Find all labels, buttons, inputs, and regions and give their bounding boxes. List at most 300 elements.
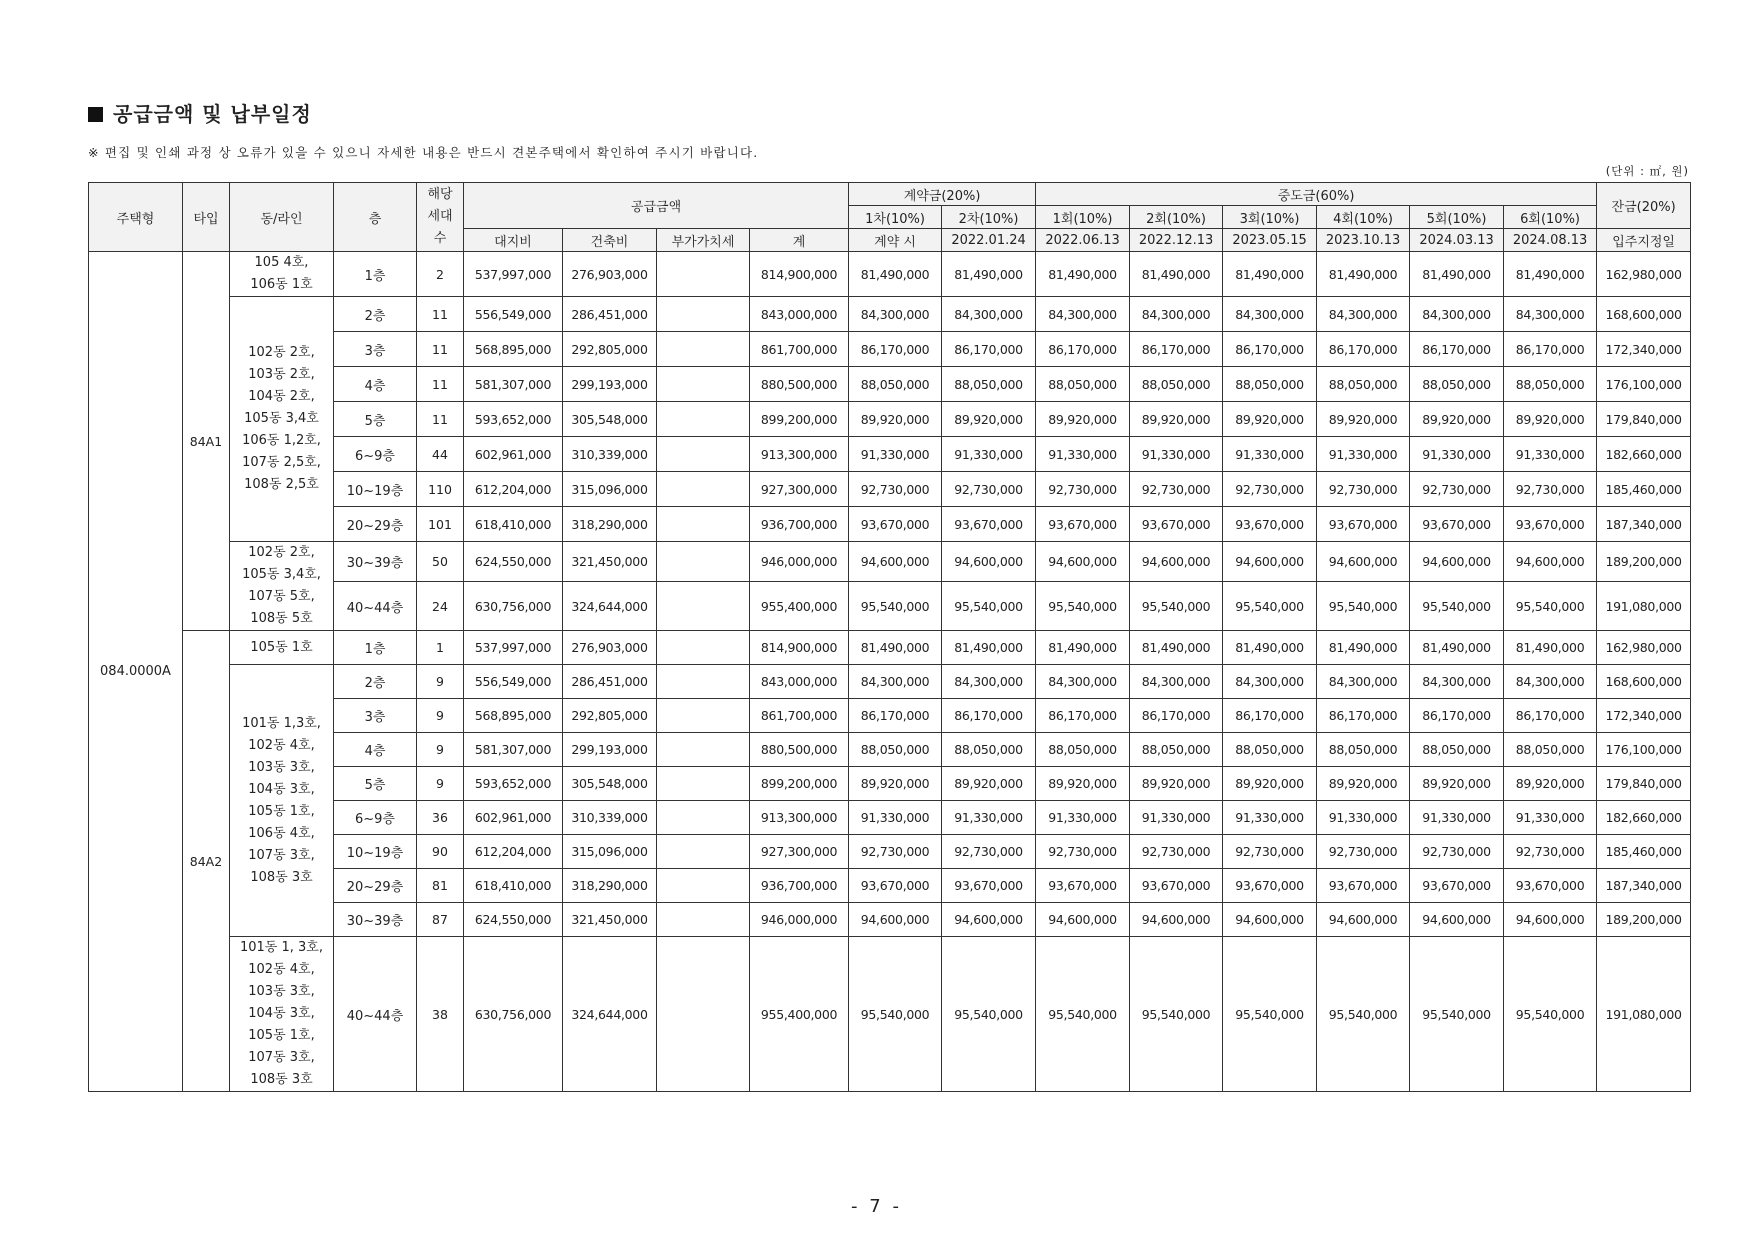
middle-2-cell: 88,050,000 — [1130, 367, 1223, 402]
header-middle-1-date: 2022.06.13 — [1036, 229, 1130, 252]
header-middle-2-date: 2022.12.13 — [1130, 229, 1223, 252]
header-dong-line: 동/라인 — [230, 183, 334, 252]
header-total: 계 — [750, 229, 849, 252]
land-cost-cell: 537,997,000 — [464, 631, 563, 665]
dong-line-cell: 105 4호, 106동 1호 — [230, 252, 334, 297]
middle-4-cell: 93,670,000 — [1317, 507, 1410, 542]
middle-6-cell: 86,170,000 — [1504, 332, 1597, 367]
balance-cell: 179,840,000 — [1597, 767, 1691, 801]
header-floor: 층 — [334, 183, 417, 252]
land-cost-cell: 624,550,000 — [464, 903, 563, 937]
land-cost-cell: 568,895,000 — [464, 699, 563, 733]
middle-5-cell: 88,050,000 — [1410, 733, 1504, 767]
middle-1-cell: 84,300,000 — [1036, 665, 1130, 699]
total-cell: 955,400,000 — [750, 937, 849, 1092]
households-cell: 24 — [417, 582, 464, 631]
middle-6-cell: 94,600,000 — [1504, 903, 1597, 937]
vat-cell — [657, 869, 750, 903]
households-cell: 50 — [417, 542, 464, 582]
table-row — [89, 937, 1691, 1092]
balance-cell: 176,100,000 — [1597, 367, 1691, 402]
middle-5-cell: 81,490,000 — [1410, 631, 1504, 665]
contract-1-cell: 94,600,000 — [849, 542, 942, 582]
balance-cell: 168,600,000 — [1597, 297, 1691, 332]
land-cost-cell: 612,204,000 — [464, 472, 563, 507]
households-cell: 1 — [417, 631, 464, 665]
middle-6-cell: 89,920,000 — [1504, 767, 1597, 801]
table-row — [89, 631, 1691, 665]
building-cost-cell: 324,644,000 — [563, 582, 657, 631]
vat-cell — [657, 767, 750, 801]
middle-3-cell: 81,490,000 — [1223, 631, 1317, 665]
header-contract-2: 2차(10%) — [942, 206, 1036, 229]
middle-1-cell: 84,300,000 — [1036, 297, 1130, 332]
vat-cell — [657, 507, 750, 542]
middle-3-cell: 92,730,000 — [1223, 472, 1317, 507]
middle-4-cell: 84,300,000 — [1317, 665, 1410, 699]
balance-cell: 187,340,000 — [1597, 507, 1691, 542]
households-cell: 9 — [417, 733, 464, 767]
header-land-cost: 대지비 — [464, 229, 563, 252]
header-type: 타입 — [183, 183, 230, 252]
building-cost-cell: 292,805,000 — [563, 699, 657, 733]
dong-line-cell: 102동 2호, 103동 2호, 104동 2호, 105동 3,4호 106동 1,2호, 107동 2,5호, 108동 2,5호 — [230, 297, 334, 542]
middle-5-cell: 84,300,000 — [1410, 297, 1504, 332]
middle-4-cell: 91,330,000 — [1317, 801, 1410, 835]
total-cell: 880,500,000 — [750, 733, 849, 767]
building-cost-cell: 292,805,000 — [563, 332, 657, 367]
floor-cell: 30~39층 — [334, 903, 417, 937]
middle-2-cell: 95,540,000 — [1130, 937, 1223, 1092]
middle-3-cell: 91,330,000 — [1223, 801, 1317, 835]
balance-cell: 162,980,000 — [1597, 631, 1691, 665]
middle-4-cell: 91,330,000 — [1317, 437, 1410, 472]
total-cell: 880,500,000 — [750, 367, 849, 402]
middle-5-cell: 88,050,000 — [1410, 367, 1504, 402]
middle-2-cell: 92,730,000 — [1130, 835, 1223, 869]
header-contract-1-date: 계약 시 — [849, 229, 942, 252]
total-cell: 936,700,000 — [750, 869, 849, 903]
contract-1-cell: 89,920,000 — [849, 767, 942, 801]
middle-4-cell: 84,300,000 — [1317, 297, 1410, 332]
land-cost-cell: 618,410,000 — [464, 507, 563, 542]
total-cell: 899,200,000 — [750, 767, 849, 801]
floor-cell: 2층 — [334, 297, 417, 332]
floor-cell: 20~29층 — [334, 869, 417, 903]
balance-cell: 179,840,000 — [1597, 402, 1691, 437]
middle-3-cell: 92,730,000 — [1223, 835, 1317, 869]
middle-1-cell: 92,730,000 — [1036, 835, 1130, 869]
header-middle-6-date: 2024.08.13 — [1504, 229, 1597, 252]
total-cell: 955,400,000 — [750, 582, 849, 631]
section-title — [88, 98, 312, 127]
middle-5-cell: 93,670,000 — [1410, 507, 1504, 542]
contract-2-cell: 88,050,000 — [942, 733, 1036, 767]
middle-4-cell: 92,730,000 — [1317, 835, 1410, 869]
middle-1-cell: 91,330,000 — [1036, 801, 1130, 835]
middle-3-cell: 88,050,000 — [1223, 733, 1317, 767]
households-cell: 11 — [417, 332, 464, 367]
middle-2-cell: 81,490,000 — [1130, 252, 1223, 297]
middle-4-cell: 89,920,000 — [1317, 767, 1410, 801]
contract-1-cell: 93,670,000 — [849, 869, 942, 903]
middle-4-cell: 95,540,000 — [1317, 937, 1410, 1092]
middle-2-cell: 94,600,000 — [1130, 542, 1223, 582]
middle-5-cell: 89,920,000 — [1410, 402, 1504, 437]
floor-cell: 3층 — [334, 332, 417, 367]
middle-4-cell: 81,490,000 — [1317, 252, 1410, 297]
middle-3-cell: 88,050,000 — [1223, 367, 1317, 402]
households-cell: 11 — [417, 297, 464, 332]
middle-6-cell: 95,540,000 — [1504, 582, 1597, 631]
building-cost-cell: 318,290,000 — [563, 507, 657, 542]
middle-6-cell: 95,540,000 — [1504, 937, 1597, 1092]
middle-3-cell: 86,170,000 — [1223, 332, 1317, 367]
land-cost-cell: 556,549,000 — [464, 297, 563, 332]
square-bullet-icon — [88, 107, 103, 122]
contract-1-cell: 95,540,000 — [849, 582, 942, 631]
contract-2-cell: 81,490,000 — [942, 252, 1036, 297]
middle-1-cell: 95,540,000 — [1036, 937, 1130, 1092]
header-balance-date: 입주지정일 — [1597, 229, 1691, 252]
middle-5-cell: 93,670,000 — [1410, 869, 1504, 903]
contract-1-cell: 95,540,000 — [849, 937, 942, 1092]
middle-2-cell: 88,050,000 — [1130, 733, 1223, 767]
households-cell: 9 — [417, 665, 464, 699]
total-cell: 927,300,000 — [750, 835, 849, 869]
middle-1-cell: 94,600,000 — [1036, 542, 1130, 582]
middle-2-cell: 94,600,000 — [1130, 903, 1223, 937]
vat-cell — [657, 801, 750, 835]
header-middle-2: 2회(10%) — [1130, 206, 1223, 229]
vat-cell — [657, 402, 750, 437]
total-cell: 814,900,000 — [750, 252, 849, 297]
balance-cell: 168,600,000 — [1597, 665, 1691, 699]
middle-4-cell: 95,540,000 — [1317, 582, 1410, 631]
contract-1-cell: 81,490,000 — [849, 252, 942, 297]
total-cell: 913,300,000 — [750, 437, 849, 472]
floor-cell: 40~44층 — [334, 582, 417, 631]
land-cost-cell: 556,549,000 — [464, 665, 563, 699]
header-supply-price: 공급금액 — [464, 183, 849, 229]
balance-cell: 189,200,000 — [1597, 542, 1691, 582]
vat-cell — [657, 903, 750, 937]
building-cost-cell: 305,548,000 — [563, 402, 657, 437]
floor-cell: 3층 — [334, 699, 417, 733]
contract-1-cell: 92,730,000 — [849, 472, 942, 507]
households-cell: 9 — [417, 767, 464, 801]
total-cell: 843,000,000 — [750, 665, 849, 699]
vat-cell — [657, 332, 750, 367]
contract-1-cell: 94,600,000 — [849, 903, 942, 937]
floor-cell: 20~29층 — [334, 507, 417, 542]
building-cost-cell: 276,903,000 — [563, 631, 657, 665]
middle-6-cell: 93,670,000 — [1504, 869, 1597, 903]
header-middle-6: 6회(10%) — [1504, 206, 1597, 229]
header-building-cost: 건축비 — [563, 229, 657, 252]
middle-1-cell: 91,330,000 — [1036, 437, 1130, 472]
balance-cell: 182,660,000 — [1597, 437, 1691, 472]
total-cell: 843,000,000 — [750, 297, 849, 332]
header-middle-4-date: 2023.10.13 — [1317, 229, 1410, 252]
middle-1-cell: 86,170,000 — [1036, 332, 1130, 367]
households-cell: 11 — [417, 402, 464, 437]
vat-cell — [657, 367, 750, 402]
dong-line-cell: 102동 2호, 105동 3,4호, 107동 5호, 108동 5호 — [230, 542, 334, 631]
land-cost-cell: 568,895,000 — [464, 332, 563, 367]
land-cost-cell: 537,997,000 — [464, 252, 563, 297]
vat-cell — [657, 542, 750, 582]
notice-text: ※ 편집 및 인쇄 과정 상 오류가 있을 수 있으니 자세한 내용은 반드시 견본주택에서 확인하여 주시기 바랍니다. — [88, 145, 759, 160]
land-cost-cell: 581,307,000 — [464, 733, 563, 767]
middle-6-cell: 81,490,000 — [1504, 631, 1597, 665]
land-cost-cell: 630,756,000 — [464, 582, 563, 631]
header-balance: 잔금(20%) — [1597, 183, 1691, 229]
households-cell: 38 — [417, 937, 464, 1092]
middle-2-cell: 95,540,000 — [1130, 582, 1223, 631]
dong-line-cell: 101동 1,3호, 102동 4호, 103동 3호, 104동 3호, 105동 1호, 106동 4호, 107동 3호, 108동 3호 — [230, 665, 334, 937]
vat-cell — [657, 252, 750, 297]
contract-2-cell: 92,730,000 — [942, 472, 1036, 507]
total-cell: 946,000,000 — [750, 903, 849, 937]
middle-6-cell: 88,050,000 — [1504, 367, 1597, 402]
header-contract-2-date: 2022.01.24 — [942, 229, 1036, 252]
building-cost-cell: 324,644,000 — [563, 937, 657, 1092]
header-contract-1: 1차(10%) — [849, 206, 942, 229]
contract-2-cell: 93,670,000 — [942, 507, 1036, 542]
type-cell: 84A1 — [183, 252, 230, 631]
middle-1-cell: 92,730,000 — [1036, 472, 1130, 507]
middle-4-cell: 93,670,000 — [1317, 869, 1410, 903]
middle-5-cell: 91,330,000 — [1410, 801, 1504, 835]
middle-5-cell: 86,170,000 — [1410, 332, 1504, 367]
middle-2-cell: 92,730,000 — [1130, 472, 1223, 507]
land-cost-cell: 624,550,000 — [464, 542, 563, 582]
middle-6-cell: 92,730,000 — [1504, 835, 1597, 869]
balance-cell: 187,340,000 — [1597, 869, 1691, 903]
households-cell: 101 — [417, 507, 464, 542]
middle-1-cell: 94,600,000 — [1036, 903, 1130, 937]
building-cost-cell: 315,096,000 — [563, 835, 657, 869]
households-cell: 87 — [417, 903, 464, 937]
middle-3-cell: 93,670,000 — [1223, 507, 1317, 542]
building-cost-cell: 321,450,000 — [563, 542, 657, 582]
middle-1-cell: 86,170,000 — [1036, 699, 1130, 733]
contract-2-cell: 94,600,000 — [942, 542, 1036, 582]
households-cell: 9 — [417, 699, 464, 733]
middle-5-cell: 89,920,000 — [1410, 767, 1504, 801]
contract-1-cell: 93,670,000 — [849, 507, 942, 542]
contract-1-cell: 89,920,000 — [849, 402, 942, 437]
building-cost-cell: 310,339,000 — [563, 437, 657, 472]
header-vat: 부가가치세 — [657, 229, 750, 252]
land-cost-cell: 602,961,000 — [464, 437, 563, 472]
contract-2-cell: 86,170,000 — [942, 332, 1036, 367]
middle-3-cell: 81,490,000 — [1223, 252, 1317, 297]
middle-2-cell: 84,300,000 — [1130, 297, 1223, 332]
floor-cell: 5층 — [334, 767, 417, 801]
contract-2-cell: 91,330,000 — [942, 437, 1036, 472]
balance-cell: 185,460,000 — [1597, 835, 1691, 869]
table-body — [89, 252, 1691, 1092]
table-row — [89, 252, 1691, 297]
middle-6-cell: 84,300,000 — [1504, 297, 1597, 332]
contract-2-cell: 92,730,000 — [942, 835, 1036, 869]
total-cell: 946,000,000 — [750, 542, 849, 582]
balance-cell: 185,460,000 — [1597, 472, 1691, 507]
balance-cell: 172,340,000 — [1597, 699, 1691, 733]
floor-cell: 1층 — [334, 252, 417, 297]
vat-cell — [657, 699, 750, 733]
middle-4-cell: 88,050,000 — [1317, 367, 1410, 402]
total-cell: 861,700,000 — [750, 699, 849, 733]
vat-cell — [657, 437, 750, 472]
households-cell: 2 — [417, 252, 464, 297]
dong-line-cell: 101동 1, 3호, 102동 4호, 103동 3호, 104동 3호, 105동 1호, 107동 3호, 108동 3호 — [230, 937, 334, 1092]
floor-cell: 6~9층 — [334, 437, 417, 472]
middle-1-cell: 81,490,000 — [1036, 631, 1130, 665]
middle-6-cell: 91,330,000 — [1504, 801, 1597, 835]
building-cost-cell: 299,193,000 — [563, 733, 657, 767]
middle-4-cell: 94,600,000 — [1317, 903, 1410, 937]
land-cost-cell: 593,652,000 — [464, 402, 563, 437]
contract-1-cell: 88,050,000 — [849, 367, 942, 402]
contract-2-cell: 94,600,000 — [942, 903, 1036, 937]
vat-cell — [657, 472, 750, 507]
land-cost-cell: 630,756,000 — [464, 937, 563, 1092]
contract-1-cell: 91,330,000 — [849, 801, 942, 835]
floor-cell: 4층 — [334, 733, 417, 767]
balance-cell: 172,340,000 — [1597, 332, 1691, 367]
middle-1-cell: 88,050,000 — [1036, 367, 1130, 402]
building-cost-cell: 299,193,000 — [563, 367, 657, 402]
middle-6-cell: 94,600,000 — [1504, 542, 1597, 582]
header-middle-3: 3회(10%) — [1223, 206, 1317, 229]
middle-5-cell: 86,170,000 — [1410, 699, 1504, 733]
contract-1-cell: 81,490,000 — [849, 631, 942, 665]
floor-cell: 30~39층 — [334, 542, 417, 582]
middle-4-cell: 88,050,000 — [1317, 733, 1410, 767]
contract-2-cell: 84,300,000 — [942, 297, 1036, 332]
contract-2-cell: 95,540,000 — [942, 582, 1036, 631]
middle-4-cell: 81,490,000 — [1317, 631, 1410, 665]
building-cost-cell: 318,290,000 — [563, 869, 657, 903]
header-housing-type: 주택형 — [89, 183, 183, 252]
middle-1-cell: 93,670,000 — [1036, 869, 1130, 903]
middle-6-cell: 81,490,000 — [1504, 252, 1597, 297]
households-cell: 44 — [417, 437, 464, 472]
middle-1-cell: 81,490,000 — [1036, 252, 1130, 297]
households-cell: 36 — [417, 801, 464, 835]
households-cell: 90 — [417, 835, 464, 869]
header-contract: 계약금(20%) — [849, 183, 1036, 206]
vat-cell — [657, 665, 750, 699]
middle-3-cell: 89,920,000 — [1223, 402, 1317, 437]
balance-cell: 162,980,000 — [1597, 252, 1691, 297]
middle-5-cell: 95,540,000 — [1410, 937, 1504, 1092]
balance-cell: 176,100,000 — [1597, 733, 1691, 767]
floor-cell: 10~19층 — [334, 472, 417, 507]
contract-2-cell: 89,920,000 — [942, 767, 1036, 801]
total-cell: 899,200,000 — [750, 402, 849, 437]
middle-2-cell: 89,920,000 — [1130, 402, 1223, 437]
middle-1-cell: 89,920,000 — [1036, 767, 1130, 801]
middle-6-cell: 86,170,000 — [1504, 699, 1597, 733]
contract-2-cell: 91,330,000 — [942, 801, 1036, 835]
building-cost-cell: 286,451,000 — [563, 665, 657, 699]
total-cell: 861,700,000 — [750, 332, 849, 367]
housing-type-cell: 084.0000A — [89, 252, 183, 1092]
header-middle-4: 4회(10%) — [1317, 206, 1410, 229]
middle-2-cell: 91,330,000 — [1130, 801, 1223, 835]
contract-2-cell: 89,920,000 — [942, 402, 1036, 437]
middle-5-cell: 91,330,000 — [1410, 437, 1504, 472]
building-cost-cell: 286,451,000 — [563, 297, 657, 332]
balance-cell: 191,080,000 — [1597, 937, 1691, 1092]
vat-cell — [657, 835, 750, 869]
table-row — [89, 297, 1691, 332]
middle-3-cell: 89,920,000 — [1223, 767, 1317, 801]
middle-6-cell: 92,730,000 — [1504, 472, 1597, 507]
middle-3-cell: 95,540,000 — [1223, 937, 1317, 1092]
supply-price-table — [88, 182, 1691, 1092]
middle-6-cell: 84,300,000 — [1504, 665, 1597, 699]
contract-2-cell: 88,050,000 — [942, 367, 1036, 402]
contract-2-cell: 93,670,000 — [942, 869, 1036, 903]
land-cost-cell: 612,204,000 — [464, 835, 563, 869]
middle-4-cell: 92,730,000 — [1317, 472, 1410, 507]
middle-6-cell: 91,330,000 — [1504, 437, 1597, 472]
middle-2-cell: 84,300,000 — [1130, 665, 1223, 699]
middle-5-cell: 95,540,000 — [1410, 582, 1504, 631]
middle-6-cell: 93,670,000 — [1504, 507, 1597, 542]
unit-label: (단위 : ㎡, 원) — [1605, 164, 1689, 178]
floor-cell: 10~19층 — [334, 835, 417, 869]
floor-cell: 2층 — [334, 665, 417, 699]
land-cost-cell: 593,652,000 — [464, 767, 563, 801]
contract-2-cell: 95,540,000 — [942, 937, 1036, 1092]
middle-2-cell: 93,670,000 — [1130, 507, 1223, 542]
middle-4-cell: 89,920,000 — [1317, 402, 1410, 437]
middle-1-cell: 93,670,000 — [1036, 507, 1130, 542]
building-cost-cell: 310,339,000 — [563, 801, 657, 835]
floor-cell: 5층 — [334, 402, 417, 437]
table-row — [89, 665, 1691, 699]
total-cell: 913,300,000 — [750, 801, 849, 835]
contract-1-cell: 88,050,000 — [849, 733, 942, 767]
total-cell: 927,300,000 — [750, 472, 849, 507]
contract-2-cell: 81,490,000 — [942, 631, 1036, 665]
building-cost-cell: 276,903,000 — [563, 252, 657, 297]
middle-5-cell: 92,730,000 — [1410, 835, 1504, 869]
dong-line-cell: 105동 1호 — [230, 631, 334, 665]
section-title-text: 공급금액 및 납부일정 — [113, 102, 312, 126]
middle-2-cell: 81,490,000 — [1130, 631, 1223, 665]
balance-cell: 182,660,000 — [1597, 801, 1691, 835]
type-cell: 84A2 — [183, 631, 230, 1092]
vat-cell — [657, 733, 750, 767]
middle-1-cell: 88,050,000 — [1036, 733, 1130, 767]
households-cell: 81 — [417, 869, 464, 903]
floor-cell: 4층 — [334, 367, 417, 402]
middle-3-cell: 91,330,000 — [1223, 437, 1317, 472]
middle-3-cell: 94,600,000 — [1223, 542, 1317, 582]
total-cell: 936,700,000 — [750, 507, 849, 542]
households-cell: 110 — [417, 472, 464, 507]
middle-4-cell: 86,170,000 — [1317, 699, 1410, 733]
balance-cell: 191,080,000 — [1597, 582, 1691, 631]
vat-cell — [657, 297, 750, 332]
